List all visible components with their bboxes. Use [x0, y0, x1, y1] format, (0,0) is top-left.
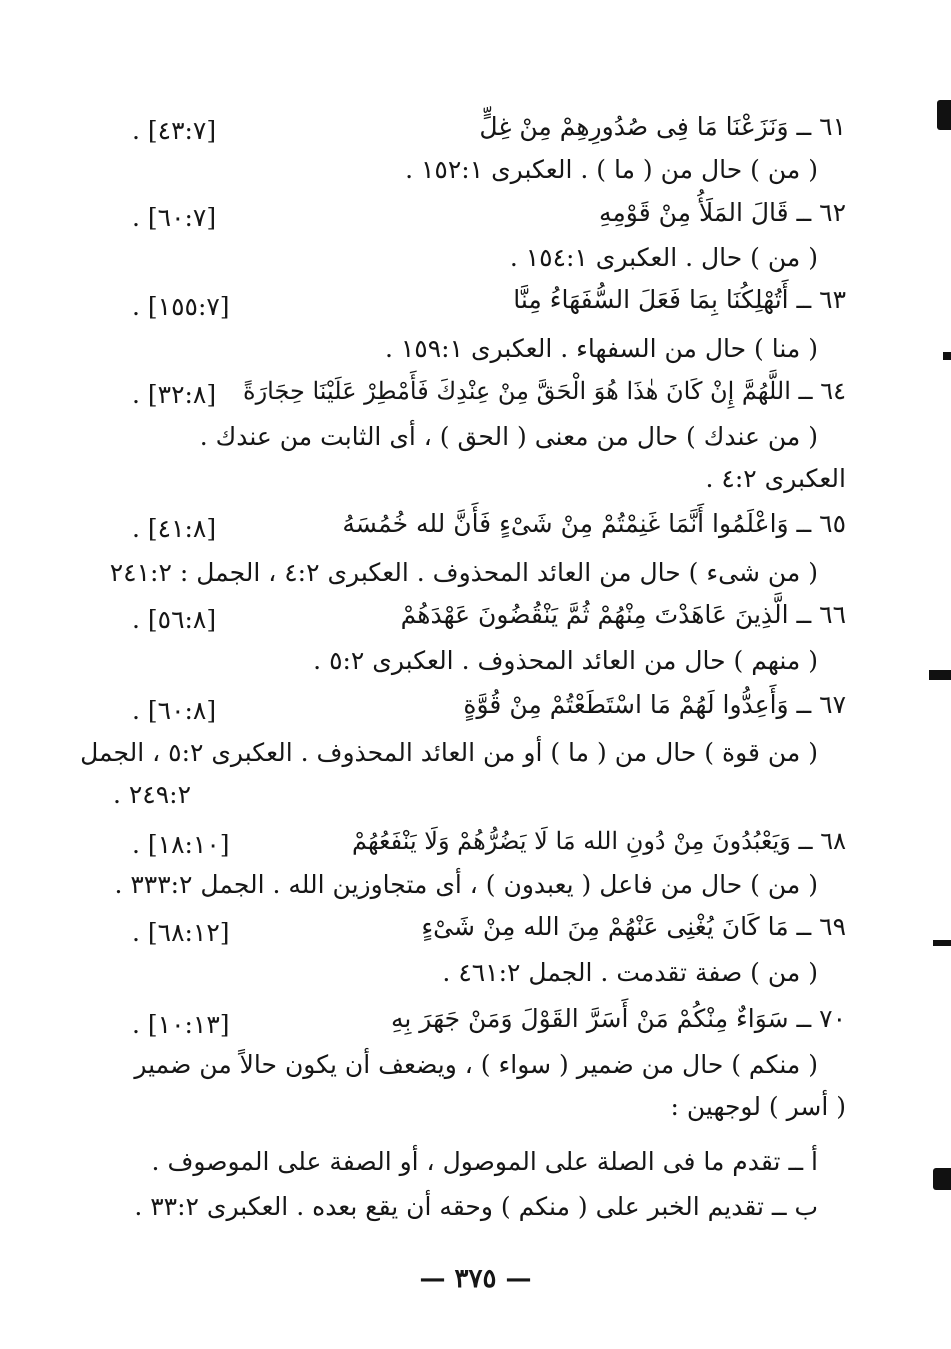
- note-67-b: ٢٤٩:٢ .: [112, 780, 191, 809]
- verse-ref-61: . [٤٣:٧]: [132, 116, 217, 145]
- scan-mark: [929, 670, 951, 680]
- scan-mark: [933, 1168, 951, 1190]
- note-66: ( منهم ) حال من العائد المحذوف . العكبرى ٥:٢ .: [313, 646, 818, 675]
- note-67-a: ( من قوة ) حال من ( ما ) أو من العائد المحذوف . العكبرى ٥:٢ ، الجمل: [80, 738, 818, 767]
- verse-ref-62: . [٦٠:٧]: [132, 203, 217, 232]
- point-ba: ب ــ تقديم الخبر على ( منكم ) وحقه أن يقع بعده . العكبرى ٣٣:٢ .: [134, 1192, 818, 1221]
- verse-ref-70: . [١٠:١٣]: [132, 1010, 230, 1039]
- note-64-b: العكبرى ٤:٢ .: [705, 464, 846, 493]
- verse-67: ٦٧ ــ وَأَعِدُّوا لَهُمْ مَا اسْتَطَعْتُمْ مِنْ قُوَّةٍ: [463, 690, 846, 719]
- verse-ref-66: . [٥٦:٨]: [132, 605, 217, 634]
- note-63: ( منا ) حال من السفهاء . العكبرى ١٥٩:١ .: [384, 334, 818, 363]
- verse-ref-68: . [١٨:١٠]: [132, 830, 230, 859]
- verse-68: ٦٨ ــ وَيَعْبُدُونَ مِنْ دُونِ الله مَا لَا يَضُرُّهُمْ وَلَا يَنْفَعُهُمْ: [351, 827, 846, 855]
- verse-63: ٦٣ ــ أَتُهْلِكُنَا بِمَا فَعَلَ السُّفَهَاءُ مِنَّا: [513, 285, 846, 314]
- note-65: ( من شىء ) حال من العائد المحذوف . العكبرى ٤:٢ ، الجمل : ٢٤١:٢: [109, 558, 818, 587]
- verse-70: ٧٠ ــ سَوَاءٌ مِنْكُمْ مَنْ أَسَرَّ القَوْلَ وَمَنْ جَهَرَ بِهِ: [391, 1004, 846, 1033]
- verse-ref-69: . [٦٨:١٢]: [132, 918, 230, 947]
- note-61: ( من ) حال من ( ما ) . العكبرى ١٥٢:١ .: [405, 155, 818, 184]
- page-number: — ٣٧٥ —: [419, 1264, 532, 1294]
- verse-66: ٦٦ ــ الَّذِينَ عَاهَدْتَ مِنْهُمْ ثُمَّ يَنْقُضُونَ عَهْدَهُمْ: [400, 600, 846, 629]
- verse-ref-63: . [١٥٥:٧]: [132, 292, 230, 321]
- scan-mark: [937, 100, 951, 130]
- verse-ref-65: . [٤١:٨]: [132, 514, 217, 543]
- point-alif: أ ــ تقدم ما فى الصلة على الموصول ، أو الصفة على الموصوف .: [151, 1147, 818, 1176]
- note-69: ( من ) صفة تقدمت . الجمل ٤٦١:٢ .: [442, 958, 818, 987]
- scan-mark: [933, 940, 951, 946]
- note-62: ( من ) حال . العكبرى ١٥٤:١ .: [509, 243, 818, 272]
- verse-61: ٦١ ــ وَنَزَعْنَا مَا فِى صُدُورِهِمْ مِنْ غِلٍّ: [479, 112, 846, 141]
- verse-65: ٦٥ ــ وَاعْلَمُوا أَنَّمَا غَنِمْتُمْ مِنْ شَىْءٍ فَأَنَّ لله خُمُسَهُ: [342, 509, 846, 538]
- note-68: ( من ) حال من فاعل ( يعبدون ) ، أى متجاوزين الله . الجمل ٣٣٣:٢ .: [114, 870, 818, 899]
- note-70-b: ( أسر ) لوجهين :: [670, 1092, 846, 1121]
- note-70-a: ( منكم ) حال من ضمير ( سواء ) ، ويضعف أن يكون حالاً من ضمير: [134, 1050, 818, 1079]
- note-64-a: ( من عندك ) حال من معنى ( الحق ) ، أى الثابت من عندك .: [199, 422, 818, 451]
- scan-mark: [943, 352, 951, 360]
- verse-69: ٦٩ ــ مَا كَانَ يُغْنِى عَنْهُمْ مِنَ الله مِنْ شَىْءٍ: [421, 912, 846, 941]
- verse-ref-67: . [٦٠:٨]: [132, 696, 217, 725]
- verse-64: ٦٤ ــ اللَّهُمَّ إِنْ كَانَ هٰذَا هُوَ الْحَقَّ مِنْ عِنْدِكَ فَأَمْطِرْ عَلَيْنَا حِجَارَةً: [243, 377, 846, 405]
- verse-62: ٦٢ ــ قَالَ المَلَأُ مِنْ قَوْمِهِ: [599, 198, 846, 227]
- verse-ref-64: . [٣٢:٨]: [132, 380, 217, 409]
